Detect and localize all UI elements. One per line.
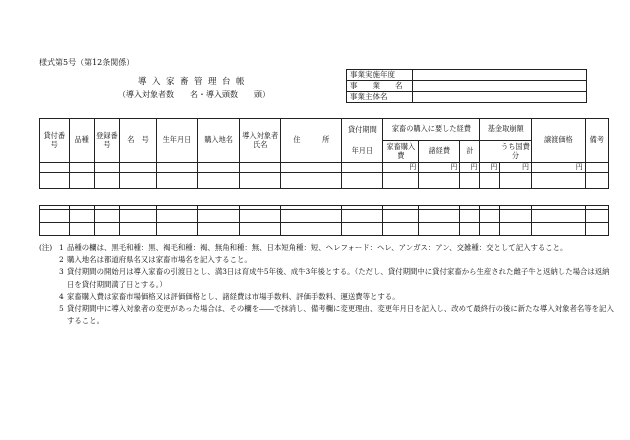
header-purchase-place: 購入地名 [198,119,240,163]
note-number: 5 [59,304,64,314]
page-subtitle: （導入対象者数 名・導入頭数 頭） [118,90,270,99]
livestock-register-table-continued [39,205,609,236]
header-address: 住 所 [281,119,342,163]
header-period-sub: 年月日 [342,141,383,163]
yen-transfer-price: 円 [531,163,585,173]
form-id: 様式第5号（第12条関係） [39,58,135,67]
yen-misc-cost: 円 [419,163,460,173]
note-number: 2 [59,255,64,265]
header-total: 計 [460,141,480,163]
note-number: 1 [59,243,64,252]
header-name: 名 号 [120,119,157,163]
yen-total: 円 [460,163,480,173]
info-label-year: 事業実施年度 [347,70,413,81]
page-title: 導入家畜管理台帳 [138,77,251,87]
notes-mark: (注) [39,243,53,252]
note-text: 購入地名は都道府県名又は家畜市場名を記入すること。 [67,255,252,265]
header-misc-cost: 諸経費 [419,141,460,163]
yen-fund-sub: 円 [500,163,532,173]
note-4 [39,291,614,303]
note-number: 4 [59,291,64,301]
yen-purchase-cost: 円 [383,163,419,173]
info-value-project[interactable] [413,81,587,92]
header-reg-no: 登録番号 [94,119,119,163]
header-transfer-price: 譲渡価格 [531,119,585,163]
table-row[interactable] [40,173,609,189]
header-target-person: 導入対象者氏名 [240,119,281,163]
info-label-entity: 事業主体名 [347,92,413,103]
note-3 [39,266,614,290]
table-row[interactable] [40,223,609,236]
note-text: 家畜購入費は家畜市場価格又は評価価格とし、諸経費は市場手数料、評価手数料、運送費等とする。 [67,291,400,301]
header-birth: 生年月日 [156,119,197,163]
header-fund-group: 基金取崩額 [480,119,532,141]
info-value-entity[interactable] [413,92,587,103]
note-text: 貸付期間の開始月は導入家畜の引渡日とし、満3日は育成牛5年後、成牛3年後とする。（ただし、貸付期間中に貸付家畜から生産された雌子牛と返納した場合は返納日を貸付期間満了日とする。） [67,267,610,289]
info-box [346,69,587,103]
header-cost-group: 家畜の購入に要した経費 [383,119,480,141]
info-label-project: 事 業 名 [347,81,413,92]
header-fund-sub: うち国費分 [500,141,532,163]
table-row[interactable] [40,210,609,223]
notes-section [39,242,614,327]
header-remarks: 備考 [585,119,608,163]
note-2 [39,254,614,266]
note-text: 貸付期間中に導入対象者の変更があった場合は、その欄を――で抹消し、備考欄に変更理由、変更年月日を記入し、改めて最終行の後に新たな導入対象者名等を記入すること。 [67,304,614,326]
header-purchase-cost: 家畜購入費 [383,141,419,163]
header-breed: 品種 [69,119,94,163]
note-1 [39,242,614,254]
header-period: 貸付期間 [342,119,383,141]
header-lending-no: 貸付番号 [40,119,70,163]
info-value-year[interactable] [413,70,587,81]
note-text: 品種の欄は、黒毛和種：黒、褐毛和種：褐、無角和種：無、日本短角種：短、ヘレフォード：ヘレ、アンガス：アン、交雑種：交として記入すること。 [67,243,568,252]
note-number: 3 [59,267,64,277]
livestock-register-table [39,118,609,189]
yen-fund: 円 [480,163,500,173]
note-5 [39,303,614,327]
